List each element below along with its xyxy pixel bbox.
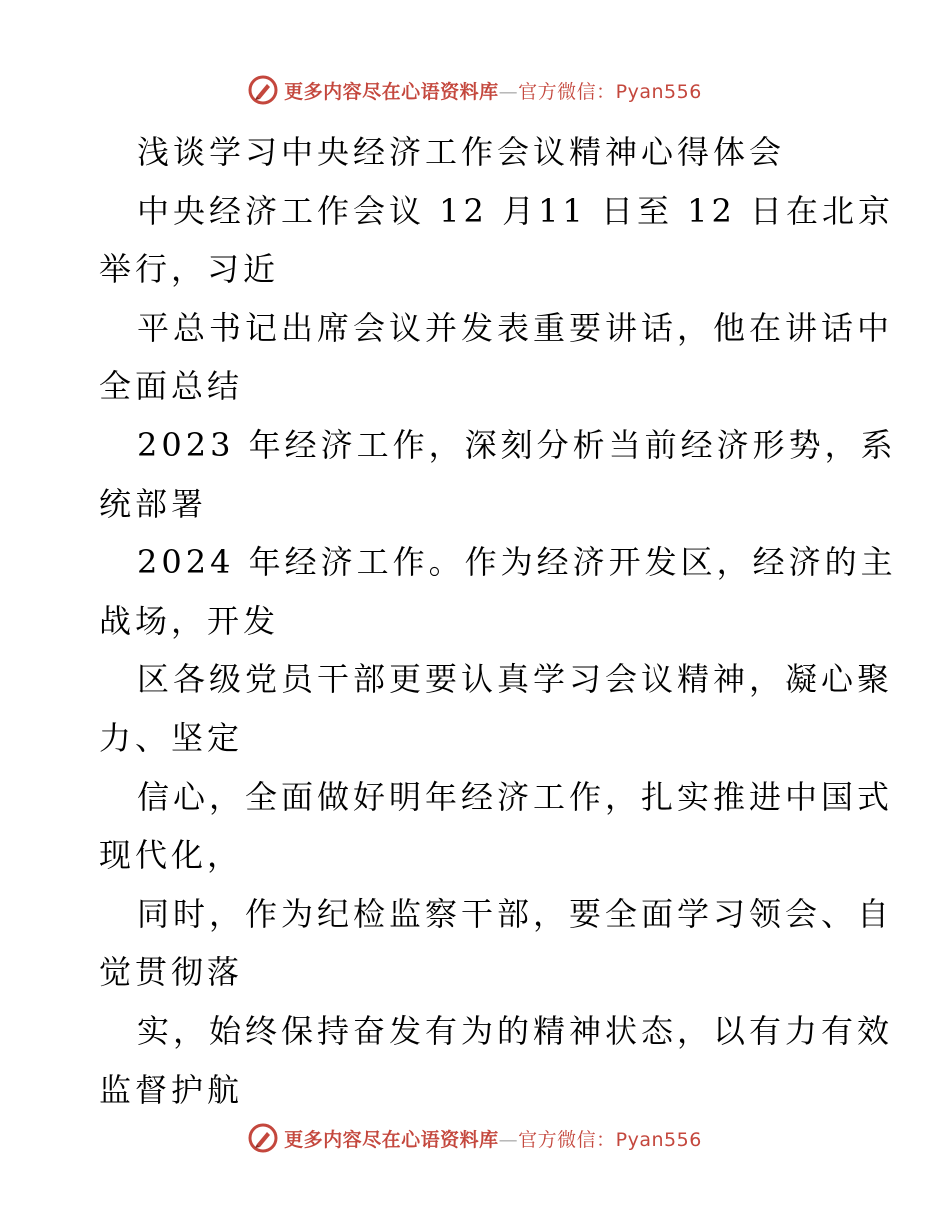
watermark-side-text: 官方微信：Pyan556 xyxy=(518,80,702,103)
text-line: 力、坚定 xyxy=(99,718,244,757)
text-line: 中央经济工作会议 12 月11 日至 12 日在北京 xyxy=(137,191,895,230)
text-line: 实，始终保持奋发有为的精神状态，以有力有效 xyxy=(137,1011,894,1050)
text-line: 觉贯彻落 xyxy=(99,953,244,992)
watermark-side-text: 官方微信：Pyan556 xyxy=(518,1128,702,1151)
watermark-text xyxy=(284,1125,702,1152)
text-line: 区各级党员干部更要认真学习会议精神，凝心聚 xyxy=(137,660,894,699)
watermark-text xyxy=(284,77,702,104)
text-line: 2024 年经济工作。作为经济开发区，经济的主 xyxy=(137,543,897,582)
text-line: 全面总结 xyxy=(99,367,244,406)
document-title: 浅谈学习中央经济工作会议精神心得体会 xyxy=(137,133,786,171)
text-line: 现代化， xyxy=(99,836,244,875)
pen-logo-icon xyxy=(248,1123,278,1153)
text-line: 2023 年经济工作，深刻分析当前经济形势，系 xyxy=(137,425,897,464)
watermark-separator: — xyxy=(498,80,519,103)
text-line: 统部署 xyxy=(99,484,208,523)
watermark-main-text: 更多内容尽在心语资料库 xyxy=(284,80,499,103)
text-line: 信心，全面做好明年经济工作，扎实推进中国式 xyxy=(137,777,894,816)
text-line: 监督护航 xyxy=(99,1070,244,1109)
text-line: 平总书记出席会议并发表重要讲话，他在讲话中 xyxy=(137,308,894,347)
header-watermark xyxy=(0,70,950,110)
footer-watermark xyxy=(0,1118,950,1158)
document-body xyxy=(0,123,950,1119)
text-line: 战场，开发 xyxy=(99,601,280,640)
pen-logo-icon xyxy=(248,75,278,105)
text-line: 举行，习近 xyxy=(99,250,280,289)
text-line: 同时，作为纪检监察干部，要全面学习领会、自 xyxy=(137,894,894,933)
watermark-main-text: 更多内容尽在心语资料库 xyxy=(284,1128,499,1151)
watermark-separator: — xyxy=(498,1128,519,1151)
